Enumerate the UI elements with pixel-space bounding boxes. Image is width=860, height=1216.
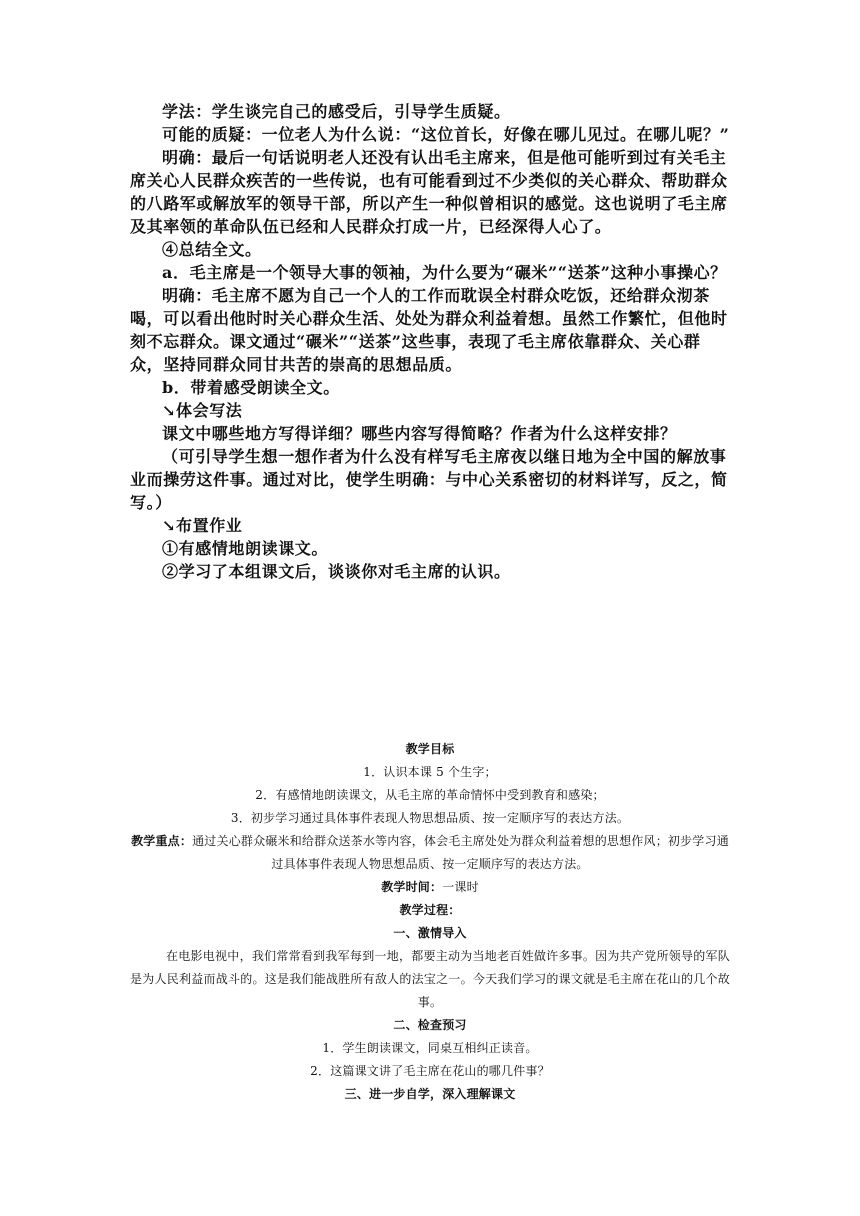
focus-text: 通过关心群众碾米和给群众送茶水等内容，体会毛主席处处为群众利益着想的思想作风；初步学习通过具体事件表现人物思想品质、按一定顺序写的表达方法。 bbox=[192, 834, 729, 871]
intro-paragraph: 在电影电视中，我们常常看到我军每到一地，都要主动为当地老百姓做许多事。因为共产党所领导的军队是为人民利益而战斗的。这是我们能战胜所有敌人的法宝之一。今天我们学习的课文就是毛主席在花山的几个故事。 bbox=[130, 949, 730, 1009]
lesson-notes-section bbox=[130, 100, 730, 583]
paragraph: （可引导学生想一想作者为什么没有样写毛主席夜以继日地为全中国的解放事业而操劳这件事。通过对比，使学生明确：与中心关系密切的材料详写，反之，简写。） bbox=[130, 447, 728, 512]
preview-item: 1．学生朗读课文，同桌互相纠正读音。 bbox=[322, 1041, 538, 1055]
paragraph: 可能的质疑：一位老人为什么说：“这位首长，好像在哪儿见过。在哪儿呢？” bbox=[162, 125, 730, 144]
time-value: 一课时 bbox=[442, 880, 479, 894]
paragraph: ①有感情地朗读课文。 bbox=[162, 539, 329, 558]
paragraph: ②学习了本组课文后，谈谈你对毛主席的认识。 bbox=[162, 562, 511, 581]
focus-label: 教学重点： bbox=[131, 834, 193, 848]
section-title: 二、检查预习 bbox=[393, 1018, 467, 1032]
goal-item: 3．初步学习通过具体事件表现人物思想品质、按一定顺序写的表达方法。 bbox=[230, 811, 630, 825]
paragraph: 明确：毛主席不愿为自己一个人的工作而耽误全村群众吃饭，还给群众沏茶喝，可以看出他时时关心群众生活、处处为群众利益着想。虽然工作繁忙，但他时刻不忘群众。课文通过“碾米”“送茶”这些事，表现了毛主席依靠群众、关心群众，坚持同群众同甘共苦的崇高的思想品质。 bbox=[130, 286, 728, 374]
paragraph: a．毛主席是一个领导大事的领袖，为什么要为“碾米”“送茶”这种小事操心？ bbox=[162, 263, 727, 282]
paragraph: b．带着感受朗读全文。 bbox=[162, 378, 340, 397]
process-title: 教学过程： bbox=[399, 903, 461, 917]
lesson-plan-section bbox=[130, 738, 730, 1106]
section-heading: ↘体会写法 bbox=[162, 401, 243, 420]
paragraph: ④总结全文。 bbox=[162, 240, 262, 259]
time-label: 教学时间： bbox=[381, 880, 443, 894]
paragraph: 学法：学生谈完自己的感受后，引导学生质疑。 bbox=[162, 102, 511, 121]
section-title: 一、激情导入 bbox=[393, 926, 467, 940]
focus-paragraph bbox=[130, 830, 730, 876]
goal-item: 1．认识本课 5 个生字； bbox=[363, 765, 497, 779]
preview-item: 2．这篇课文讲了毛主席在花山的哪几件事？ bbox=[310, 1064, 550, 1078]
paragraph: 课文中哪些地方写得详细？哪些内容写得简略？作者为什么这样安排？ bbox=[162, 424, 677, 443]
goal-item: 2．有感情地朗读课文，从毛主席的革命情怀中受到教育和感染； bbox=[255, 788, 605, 802]
time-line bbox=[130, 876, 730, 899]
section-title: 三、进一步自学，深入理解课文 bbox=[344, 1087, 516, 1101]
paragraph: 明确：最后一句话说明老人还没有认出毛主席来，但是他可能听到过有关毛主席关心人民群众疾苦的一些传说，也有可能看到过不少类似的关心群众、帮助群众的八路军或解放军的领导干部，所以产生一种似曾相识的感觉。这也说明了毛主席及其率领的革命队伍已经和人民群众打成一片，已经深得人心了。 bbox=[130, 148, 728, 236]
goal-title: 教学目标 bbox=[405, 742, 455, 756]
section-heading: ↘布置作业 bbox=[162, 516, 243, 535]
